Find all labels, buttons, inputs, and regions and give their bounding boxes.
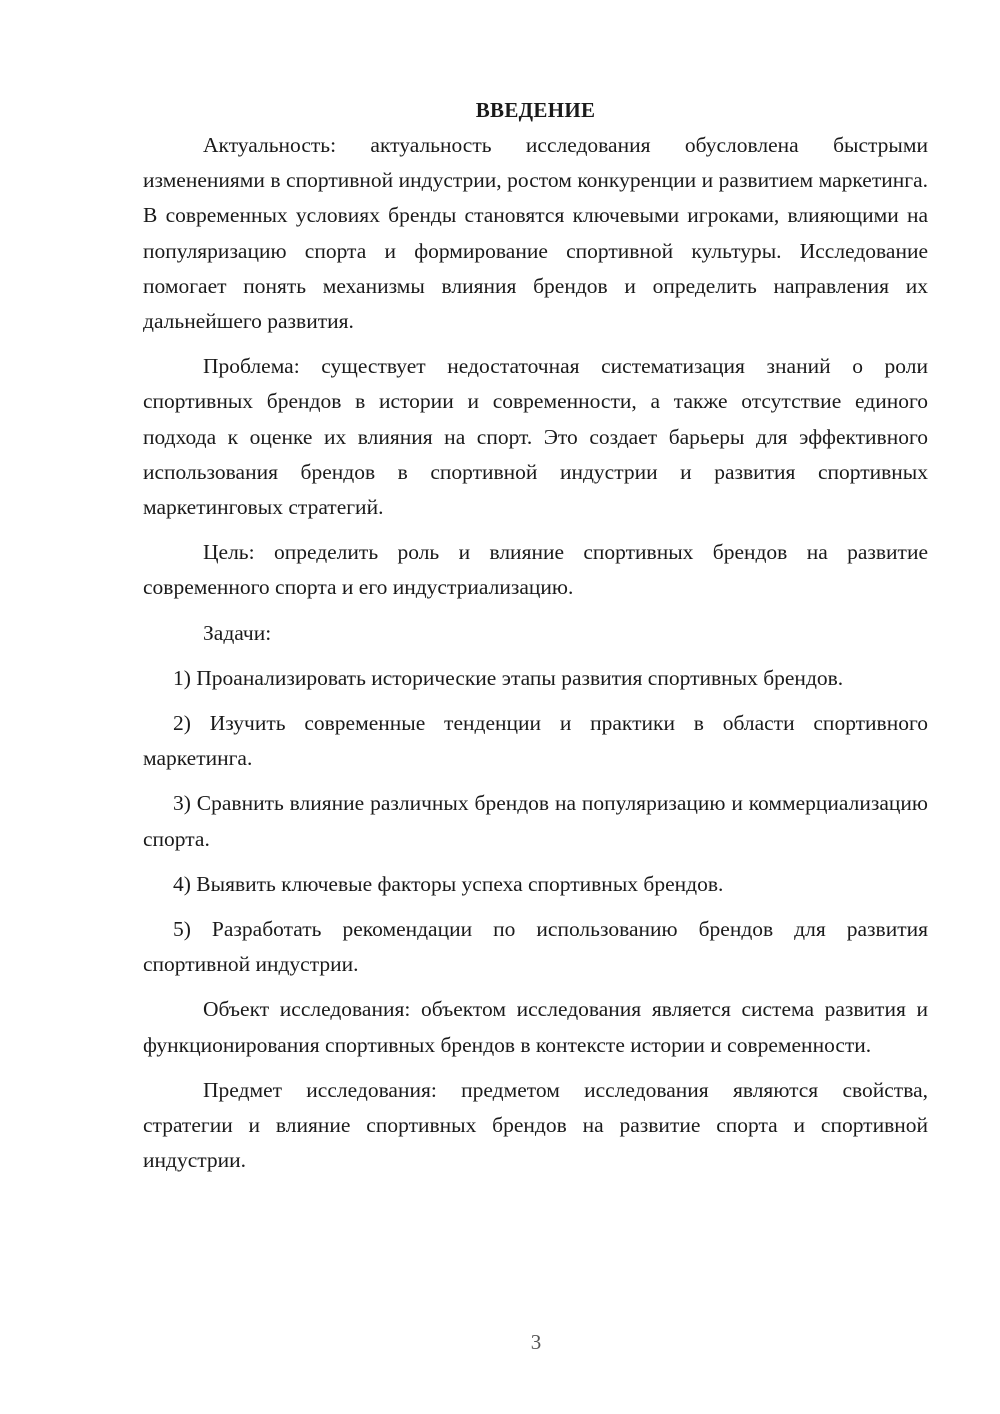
tasks-label: Задачи: xyxy=(203,620,272,645)
page-title: ВВЕДЕНИЕ xyxy=(475,98,596,122)
task-item-2: 2) Изучить современные тенденции и практики в области спортивного маркетинга. xyxy=(143,711,928,771)
paragraph-problem: Проблема: существует недостаточная систематизация знаний о роли спортивных брендов в истории и современности, а также отсутствие единого подхода к оценке их влияния на спорт. Это создает барьеры для эффективного использования брендов в спортивной индустрии и развития спортивных маркетинговых стратегий. xyxy=(143,354,928,520)
paragraph-object: Объект исследования: объектом исследования является система развития и функционирования спортивных брендов в контексте истории и современности. xyxy=(143,997,928,1057)
task-item-4: 4) Выявить ключевые факторы успеха спортивных брендов. xyxy=(173,871,724,896)
task-item-5: 5) Разработать рекомендации по использованию брендов для развития спортивной индустрии. xyxy=(143,917,928,977)
paragraph-relevance: Актуальность: актуальность исследования обусловлена быстрыми изменениями в спортивной индустрии, ростом конкуренции и развитием маркетинга. В современных условиях бренды становятся ключевыми игроками, влияющими на популяризацию спорта и формирование спортивной культуры. Исследование помогает понять механизмы влияния брендов и определить направления их дальнейшего развития. xyxy=(143,133,928,334)
paragraph-subject: Предмет исследования: предметом исследования являются свойства, стратегии и влияние спортивных брендов на развитие спорта и спортивной индустрии. xyxy=(143,1077,928,1173)
task-item-1: 1) Проанализировать исторические этапы развития спортивных брендов. xyxy=(173,665,844,690)
page-content xyxy=(143,93,928,1188)
page-number: 3 xyxy=(530,1330,542,1354)
paragraph-goal: Цель: определить роль и влияние спортивных брендов на развитие современного спорта и его индустриализацию. xyxy=(143,540,928,600)
task-item-3: 3) Сравнить влияние различных брендов на популяризацию и коммерциализацию спорта. xyxy=(143,791,928,851)
